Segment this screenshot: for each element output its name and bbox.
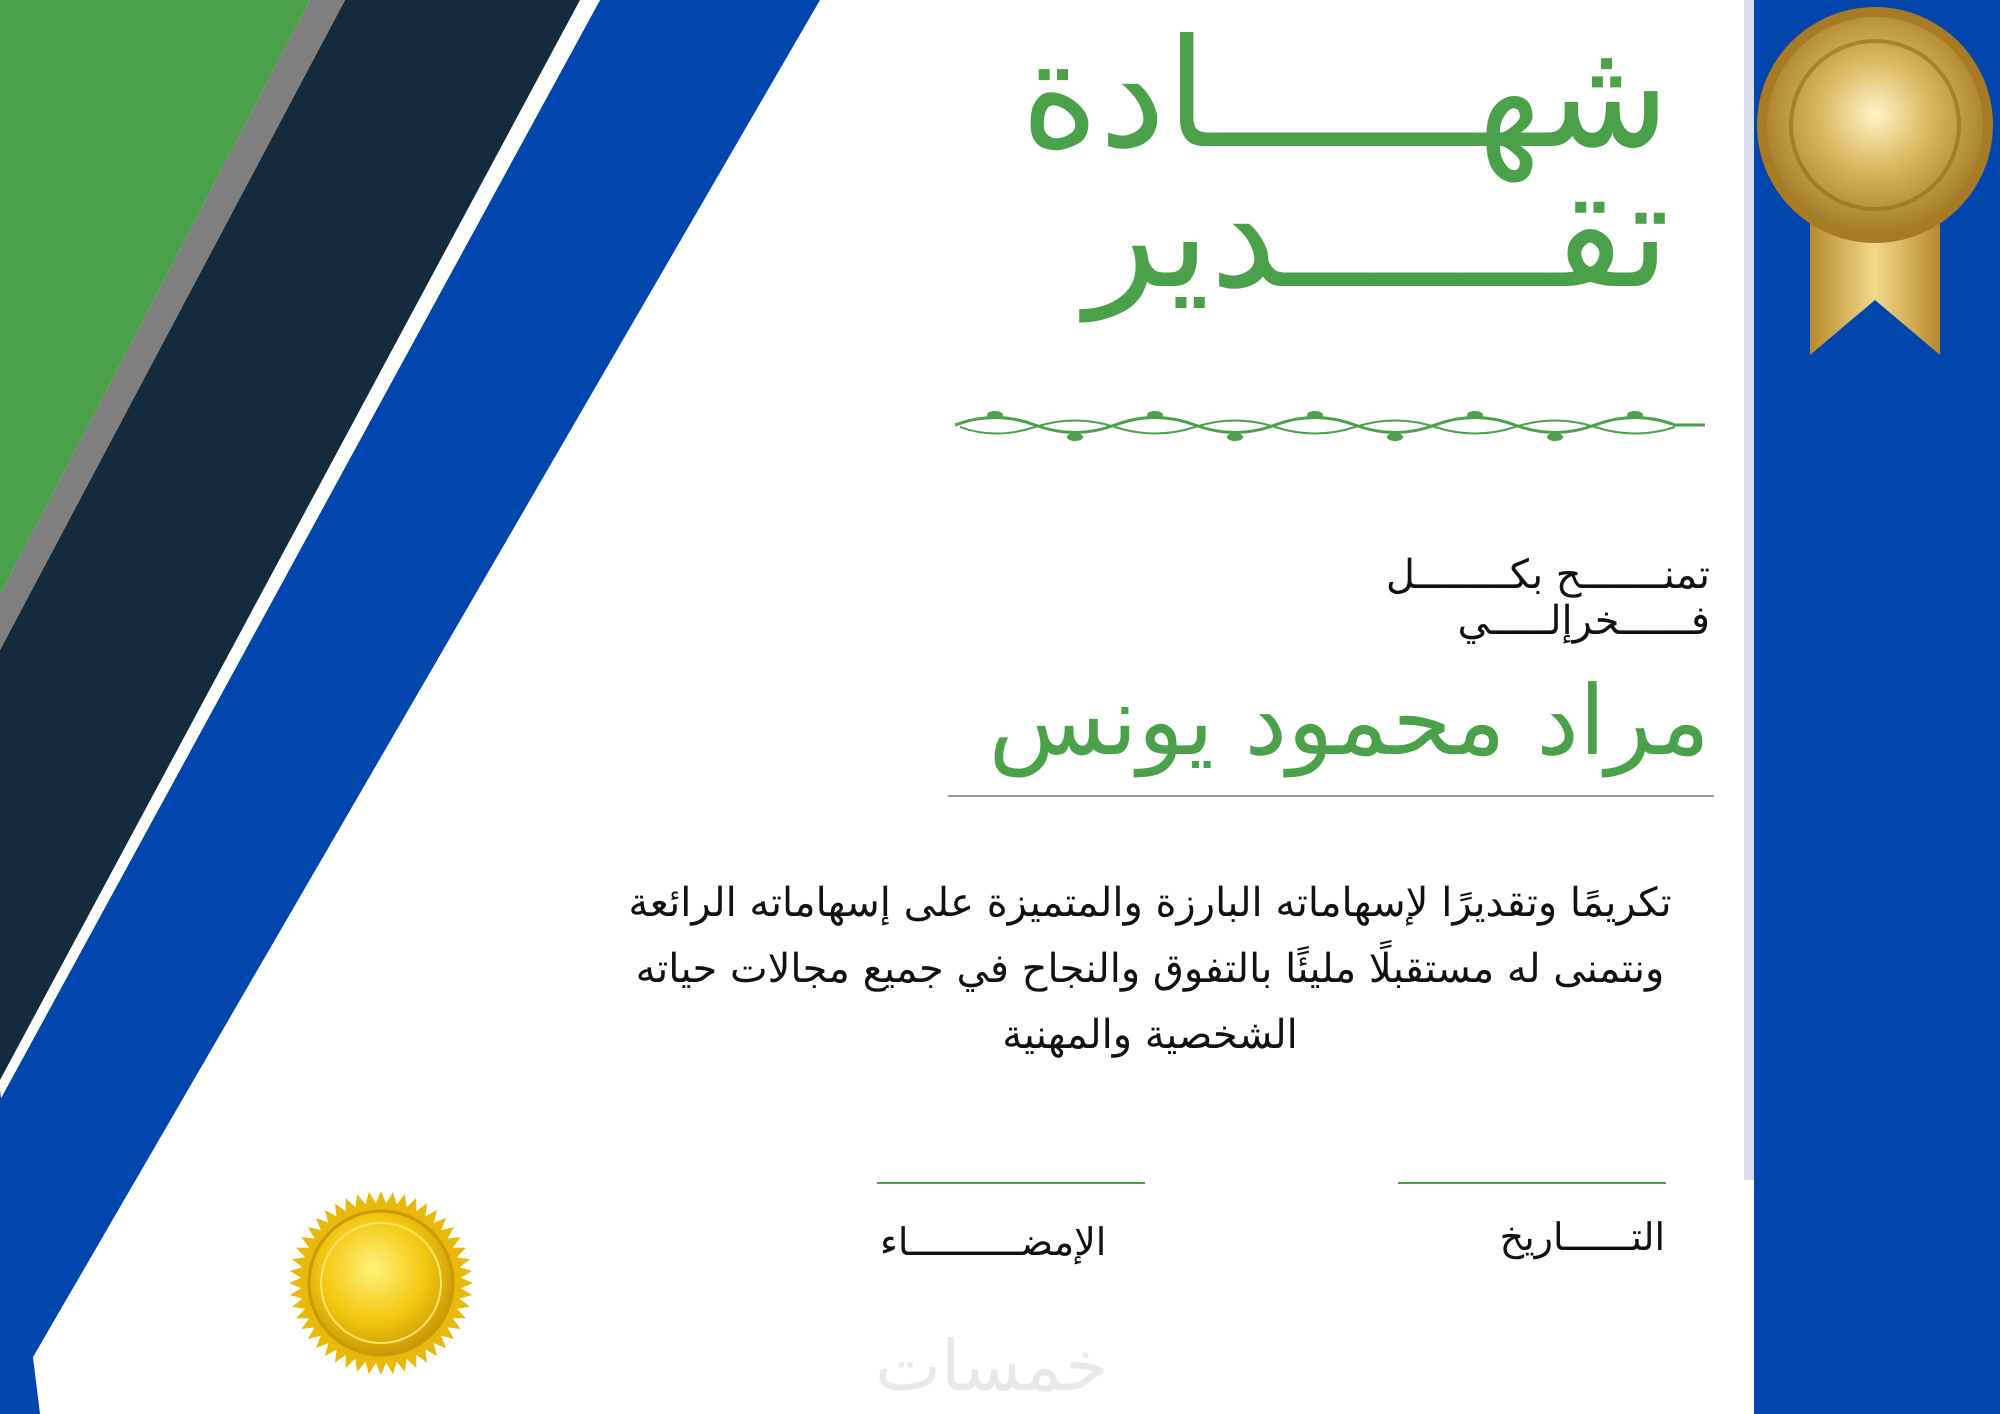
signature-line [877, 1182, 1145, 1184]
recipient-underline [948, 795, 1714, 797]
gold-seal-icon [286, 1188, 476, 1378]
recipient-name: مراد محمود يونس [988, 665, 1710, 777]
watermark-logo: خمسات [875, 1325, 1109, 1407]
certificate-title-line2: تقــــــدير [1085, 148, 1670, 322]
granted-to-text: تمنـــــــح بكــــــــل فــــــخرإلـــــي [1385, 552, 1710, 644]
signature-label: الإمضــــــــــاء [880, 1220, 1107, 1264]
date-line [1398, 1182, 1666, 1184]
date-label: التــــــاريخ [1499, 1215, 1665, 1259]
vine-divider-icon [955, 395, 1705, 455]
certificate-title-line1: شهــــــادة [1020, 8, 1670, 182]
certificate-body-text: تكريمًا وتقديرًا لإسهاماته البارزة والمتميزة على إسهاماته الرائعة ونتمنى له مستقبلًا مليئًا بالتفوق والنجاح في جميع مجالات حياته الشخصية والمهنية [628, 880, 1672, 1058]
gold-medal-ribbon-icon [1750, 0, 2000, 370]
